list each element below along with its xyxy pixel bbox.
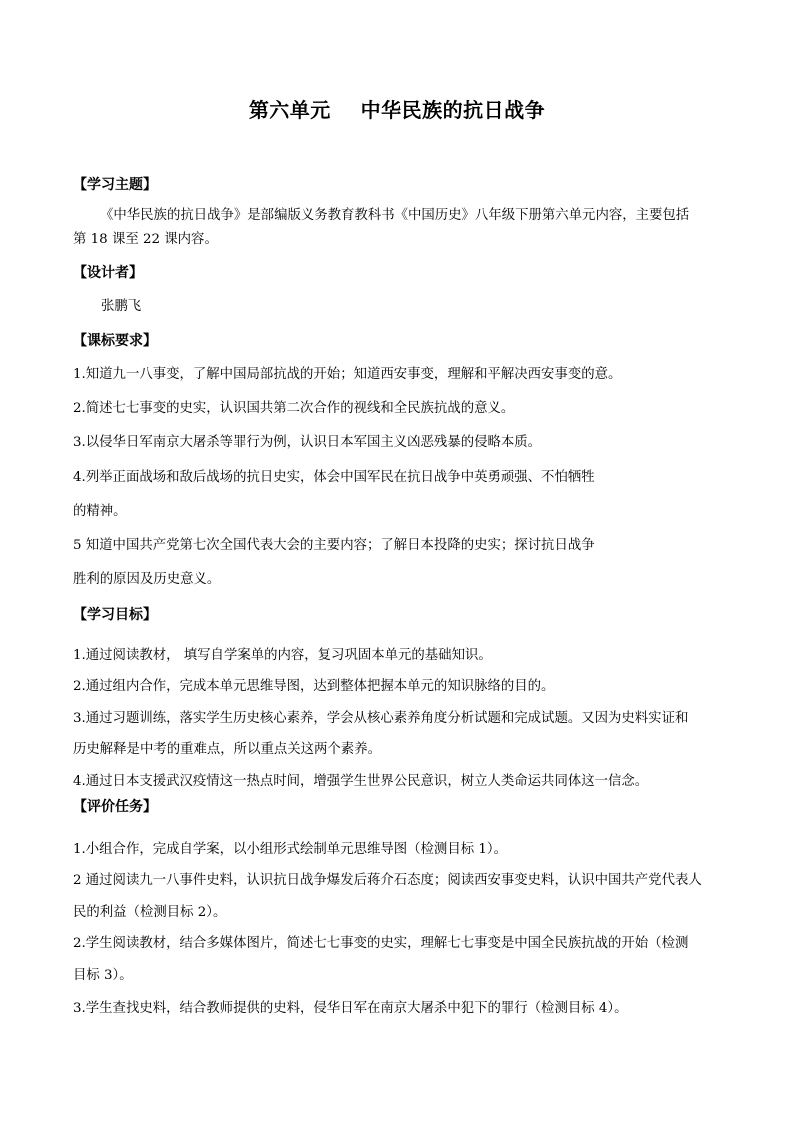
standards-item: 1.知道九一八事变，了解中国局部抗战的开始；知道西安事变，理解和平解决西安事变的意。 (73, 367, 622, 382)
objectives-item: 4.通过日本支援武汉疫情这一热点时间，增强学生世界公民意识，树立人类命运共同体这一信念。 (73, 774, 649, 789)
page-title: 第六单元 中华民族的抗日战争 (248, 98, 546, 122)
objectives-item: 3.通过习题训练，落实学生历史核心素养，学会从核心素养角度分析试题和完成试题。又因为史料实证和 (73, 711, 689, 726)
standards-item: 4.列举正面战场和敌后战场的抗日史实，体会中国军民在抗日战争中英勇顽强、不怕牺牲 (73, 470, 595, 485)
section-heading-theme: 【学习主题】 (73, 177, 157, 193)
tasks-item: 2.学生阅读教材，结合多媒体图片，简述七七事变的史实，理解七七事变是中国全民族抗战的开始（检测 (73, 936, 689, 951)
section-heading-standards: 【课标要求】 (73, 333, 157, 349)
tasks-item: 1.小组合作，完成自学案，以小组形式绘制单元思维导图（检测目标 1）。 (73, 842, 507, 857)
theme-paragraph-line-1: 《中华民族的抗日战争》是部编版义务教育教科书《中国历史》八年级下册第六单元内容，主要包括 (100, 208, 690, 223)
tasks-item: 3.学生查找史料，结合教师提供的史料，侵华日军在南京大屠杀中犯下的罪行（检测目标 4）。 (73, 1001, 628, 1016)
objectives-item: 2.通过组内合作，完成本单元思维导图，达到整体把握本单元的知识脉络的目的。 (73, 679, 555, 694)
standards-item: 3.以侵华日军南京大屠杀等罪行为例，认识日本军国主义凶恶残暴的侵略本质。 (73, 435, 542, 450)
standards-item: 2.简述七七事变的史实，认识国共第二次合作的视线和全民族抗战的意义。 (73, 401, 515, 416)
objectives-item: 1.通过阅读教材， 填写自学案单的内容，复习巩固本单元的基础知识。 (73, 648, 492, 663)
objectives-item: 历史解释是中考的重难点，所以重点关这两个素养。 (73, 742, 381, 757)
section-heading-objectives: 【学习目标】 (73, 607, 157, 623)
section-heading-designer: 【设计者】 (73, 265, 143, 281)
tasks-item: 2 通过阅读九一八事件史料，认识抗日战争爆发后蒋介石态度；阅读西安事变史料，认识中国共产党代表人 (73, 873, 702, 888)
standards-item: 的精神。 (73, 504, 127, 519)
standards-item: 5 知道中国共产党第七次全国代表大会的主要内容；了解日本投降的史实；探讨抗日战争 (73, 538, 595, 553)
tasks-item: 目标 3）。 (73, 968, 133, 983)
designer-name: 张鹏飞 (101, 299, 142, 314)
theme-paragraph-line-2: 第 18 课至 22 课内容。 (73, 232, 218, 247)
standards-item: 胜利的原因及历史意义。 (73, 572, 221, 587)
section-heading-tasks: 【评价任务】 (73, 799, 157, 815)
tasks-item: 民的利益（检测目标 2）。 (73, 905, 227, 920)
